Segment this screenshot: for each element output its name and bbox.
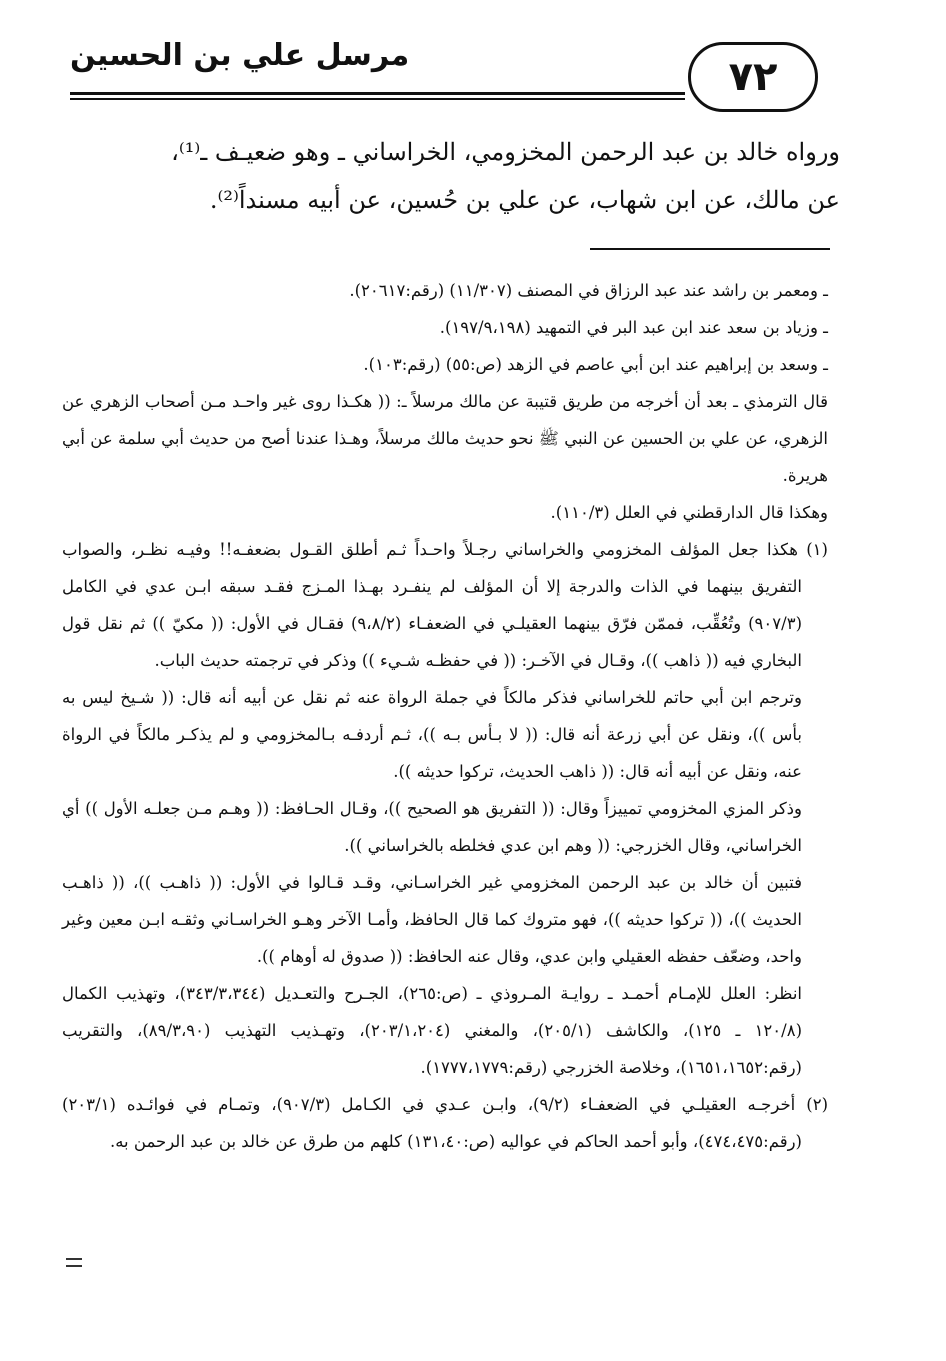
footnote-1-number: (١)	[806, 540, 828, 559]
header-rule-thick	[70, 92, 685, 95]
header-rule-thin	[70, 98, 685, 100]
footnote-cont-tirmidhi: قال الترمذي ـ بعد أن أخرجه من طريق قتيبة عن مالك مرسلاً ـ: (( هكـذا روى غير واحـد مـن أصحاب الزهري عن الزهري، عن علي بن الحسين عن النبي ﷺ نحو حديث مالك مرسلاً، وهـذا عندنا أصح من حديث أبي سلمة عن أبي هريرة.	[62, 392, 828, 485]
footnote-cont-line-1: ـ ومعمر بن راشد عند عبد الرزاق في المصنف (١١/٣٠٧) (رقم:٢٠٦١٧).	[349, 281, 828, 300]
main-line-1: ورواه خالد بن عبد الرحمن المخزومي، الخراساني ـ وهو ضعيـف ـ⁽¹⁾،	[171, 138, 840, 166]
footnote-cont-daraqutni: وهكذا قال الدارقطني في العلل (١١٠/٣).	[550, 503, 828, 522]
running-title: مرسل علي بن الحسين	[70, 38, 410, 73]
footnote-2	[62, 1086, 828, 1160]
main-body-text	[70, 128, 840, 224]
page-header	[60, 34, 840, 104]
footnote-1-para-4: فتبين أن خالد بن عبد الرحمن المخزومي غير الخراسـاني، وقـد قـالوا في الأول: (( ذاهـب ))، (( ذاهـب الحديث ))، (( تركوا حديثه ))، فهو متروك كما قال الحافظ، وأمـا الآخر وهـو الخراسـاني وثقـه ابـن معين وغير واحد، وضعّف حفظه العقيلي وابن عدي، وقال عنه الحافظ: (( صدوق له أوهام )).	[62, 873, 802, 966]
footnote-cont-line-2: ـ وزياد بن سعد عند ابن عبد البر في التمهيد (١٩٧/٩،١٩٨).	[439, 318, 828, 337]
footnote-1-para-2: وترجم ابن أبي حاتم للخراساني فذكر مالكاً في جملة الرواة عنه ثم نقل عن أبيه أنه قال: (( شـيخ ليس به بأس ))، ونقل عن أبي زرعة أنه قال: (( لا بـأس بـه ))، ثـم أردفـه بـالمخزومي و لم يذكـر مالكاً في الرواة عنه، ونقل عن أبيه أنه قال: (( ذاهب الحديث، تركوا حديثه )).	[62, 688, 802, 781]
end-mark-icon	[66, 1258, 82, 1267]
footnote-cont-line-3: ـ وسعد بن إبراهيم عند ابن أبي عاصم في الزهد (ص:٥٥) (رقم:١٠٣).	[363, 355, 828, 374]
footnotes-section	[62, 272, 828, 1160]
footnote-separator	[590, 248, 830, 250]
footnote-1-para-5: انظر: العلل للإمـام أحمـد ـ روايـة المـروذي ـ (ص:٢٦٥)، الجـرح والتعـديل (٣٤٣/٣،٣٤٤)، وتهذيب الكمال (١٢٠/٨ ـ ١٢٥)، والكاشف (٢٠٥/١)، والمغني (٢٠٣/١،٢٠٤)، وتهـذيب التهذيب (٨٩/٣،٩٠)، والتقريب (رقم:١٦٥١،١٦٥٢)، وخلاصة الخزرجي (رقم:١٧٧٧،١٧٧٩).	[62, 984, 803, 1077]
footnote-2-text: أخرجـه العقيلـي في الضعفـاء (٩/٢)، وابـن عـدي في الكـامل (٩٠٧/٣)، وتمـام في فوائـده (٢٠٣/١) (رقم:٤٧٤،٤٧٥)، وأبو أحمد الحاكم في عواليه (ص:١٣١،٤٠) كلهم من طرق عن خالد بن عبد الرحمن به.	[62, 1095, 802, 1151]
footnote-1-text: هكذا جعل المؤلف المخزومي والخراساني رجـلاً واحـداً ثـم أطلق القـول بضعفـه!! وفيـه نظـر، والصواب التفريق بينهما في الذات والدرجة إلا أن المؤلف لم ينفـرد بهـذا المـزج فقـد سبقه ابـن عدي في الكامل (٩٠٧/٣) وتُعُقِّب، فممّن فرّق بينهما العقيلـي في الضعفـاء (٩،٨/٢) فقـال في الأول: (( مكيّ )) ثم نقل قول البخاري فيه (( ذاهب ))، وقـال في الآخـر: (( في حفظـه شـيء )) وذكر في ترجمته حديث الباب.	[62, 540, 802, 670]
footnote-1-para-3: وذكر المزي المخزومي تمييزاً وقال: (( التفريق هو الصحيح ))، وقـال الحـافظ: (( وهـم مـن جعلـه الأول )) أي الخراساني، وقال الخزرجي: (( وهم ابن عدي فخلطه بالخراساني )).	[62, 799, 802, 855]
footnote-2-number: (٢)	[806, 1095, 828, 1114]
main-line-2: عن مالك، عن ابن شهاب، عن علي بن حُسين، عن أبيه مسنداً⁽²⁾.	[209, 186, 840, 214]
footnote-1-para-1	[62, 531, 828, 679]
page-number-badge: ٧٢	[688, 42, 818, 112]
